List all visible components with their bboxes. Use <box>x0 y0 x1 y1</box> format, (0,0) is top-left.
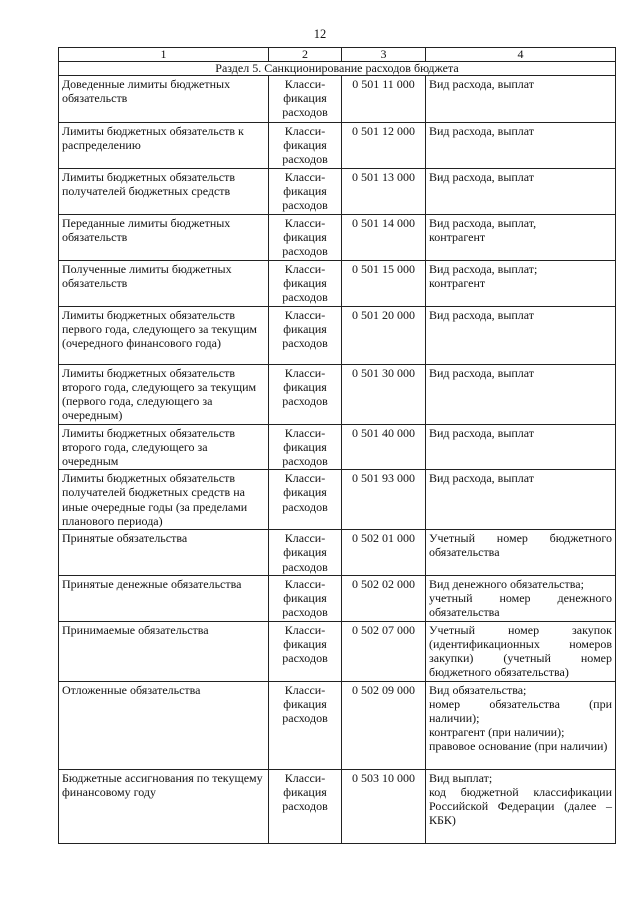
description-line: код бюджетной классификации Российской Федерации (далее – КБК) <box>429 784 612 828</box>
table-row <box>59 214 616 260</box>
classification-line: Класси- <box>284 169 326 184</box>
account-name: Переданные лимиты бюджетных обязательств <box>59 214 269 260</box>
classification-line: фикация <box>283 485 327 500</box>
account-name: Лимиты бюджетных обязательств второго года, следующего за текущим (первого года, следующего за очередным) <box>59 364 269 424</box>
analytics-description <box>426 769 616 843</box>
account-code: 0 501 30 000 <box>342 364 426 424</box>
classification-line: расходов <box>282 244 328 259</box>
classification-line: Класси- <box>284 531 326 546</box>
classification-line: фикация <box>283 138 327 153</box>
classification-line: фикация <box>283 637 327 652</box>
classification-cell <box>269 364 342 424</box>
account-code: 0 501 12 000 <box>342 123 426 169</box>
account-name: Отложенные обязательства <box>59 681 269 769</box>
classification-line: расходов <box>282 105 328 120</box>
account-name: Доведенные лимиты бюджетных обязательств <box>59 76 269 123</box>
classification-line: Класси- <box>284 682 326 697</box>
classification-line: Класси- <box>284 622 326 637</box>
table-row <box>59 769 616 843</box>
classification-line: расходов <box>282 152 328 167</box>
description-line: Вид расхода, выплат <box>429 124 535 138</box>
classification-line: Класси- <box>284 77 326 91</box>
table-row <box>59 168 616 214</box>
classification-line: Класси- <box>284 261 326 276</box>
classification-line: расходов <box>282 454 328 469</box>
analytics-description <box>426 123 616 169</box>
classification-line: фикация <box>283 183 327 198</box>
table-row <box>59 621 616 681</box>
analytics-description <box>426 364 616 424</box>
classification-cell <box>269 470 342 530</box>
classification-line: расходов <box>282 605 328 620</box>
classification-cell <box>269 621 342 681</box>
classification-line: расходов <box>282 799 328 814</box>
description-line: Вид выплат; <box>429 770 493 785</box>
analytics-description <box>426 470 616 530</box>
account-name: Принятые обязательства <box>59 530 269 576</box>
account-code: 0 502 01 000 <box>342 530 426 576</box>
account-name: Принятые денежные обязательства <box>59 575 269 621</box>
classification-cell <box>269 575 342 621</box>
column-number-4: 4 <box>426 48 616 62</box>
section-title: Раздел 5. Санкционирование расходов бюджета <box>59 62 616 76</box>
classification-cell <box>269 424 342 470</box>
description-line: Вид расхода, выплат, <box>429 215 537 230</box>
description-line: Вид расхода, выплат <box>429 365 535 380</box>
column-number-1: 1 <box>59 48 269 62</box>
table-row <box>59 424 616 470</box>
account-name: Лимиты бюджетных обязательств первого года, следующего за текущим (очередного финансового года) <box>59 306 269 364</box>
account-name: Лимиты бюджетных обязательств получателей бюджетных средств на иные очередные годы (за пределами планового периода) <box>59 470 269 530</box>
classification-cell <box>269 168 342 214</box>
account-code: 0 501 11 000 <box>342 76 426 123</box>
account-code: 0 503 10 000 <box>342 769 426 843</box>
classification-line: Класси- <box>284 365 326 380</box>
table-row <box>59 260 616 306</box>
account-code: 0 501 40 000 <box>342 424 426 470</box>
account-code: 0 502 02 000 <box>342 575 426 621</box>
classification-line: расходов <box>282 651 328 666</box>
table-row <box>59 470 616 530</box>
classification-line: фикация <box>283 784 327 799</box>
account-code: 0 501 15 000 <box>342 260 426 306</box>
classification-cell <box>269 260 342 306</box>
classification-cell <box>269 306 342 364</box>
classification-line: расходов <box>282 290 328 305</box>
classification-line: расходов <box>282 394 328 409</box>
page-number: 12 <box>313 27 327 41</box>
classification-cell <box>269 530 342 576</box>
classification-line: фикация <box>283 696 327 711</box>
account-name: Лимиты бюджетных обязательств получателей бюджетных средств <box>59 168 269 214</box>
classification-cell <box>269 76 342 123</box>
classification-line: фикация <box>283 379 327 394</box>
description-line: Учетный номер бюджетного обязательства <box>429 531 612 560</box>
account-name: Бюджетные ассигнования по текущему финансовому году <box>59 769 269 843</box>
classification-line: фикация <box>283 545 327 560</box>
description-line: Вид расхода, выплат <box>429 307 535 322</box>
description-line: контрагент (при наличии); <box>429 725 565 740</box>
analytics-description <box>426 681 616 769</box>
analytics-description <box>426 306 616 364</box>
classification-line: фикация <box>283 275 327 290</box>
budget-accounts-table <box>58 47 616 844</box>
classification-line: расходов <box>282 559 328 574</box>
classification-line: расходов <box>282 499 328 514</box>
classification-line: расходов <box>282 198 328 213</box>
description-line: Вид расхода, выплат <box>429 471 535 486</box>
table-row <box>59 364 616 424</box>
account-code: 0 501 13 000 <box>342 168 426 214</box>
account-code: 0 501 20 000 <box>342 306 426 364</box>
description-line: Вид расхода, выплат <box>429 169 535 184</box>
description-line: учетный номер денежного обязательства <box>429 591 612 620</box>
classification-line: Класси- <box>284 425 326 440</box>
account-name: Лимиты бюджетных обязательств второго года, следующего за очередным <box>59 424 269 470</box>
column-number-row <box>59 48 616 62</box>
classification-cell <box>269 123 342 169</box>
analytics-description <box>426 621 616 681</box>
table-body <box>59 76 616 844</box>
description-line: номер обязательства (при наличии); <box>429 696 612 726</box>
description-line: контрагент <box>429 275 486 290</box>
account-code: 0 501 14 000 <box>342 214 426 260</box>
account-name: Лимиты бюджетных обязательств к распределению <box>59 123 269 169</box>
classification-line: расходов <box>282 711 328 726</box>
analytics-description <box>426 260 616 306</box>
classification-line: фикация <box>283 591 327 606</box>
account-code: 0 502 07 000 <box>342 621 426 681</box>
analytics-description <box>426 214 616 260</box>
description-line: Вид расхода, выплат <box>429 425 535 440</box>
table-row <box>59 306 616 364</box>
classification-line: Класси- <box>284 307 326 322</box>
classification-line: фикация <box>283 321 327 336</box>
analytics-description <box>426 575 616 621</box>
analytics-description <box>426 168 616 214</box>
analytics-description <box>426 76 616 123</box>
table-row <box>59 681 616 769</box>
description-line: Вид денежного обязательства; <box>429 576 584 591</box>
table-row <box>59 575 616 621</box>
classification-line: Класси- <box>284 770 326 785</box>
table-row <box>59 530 616 576</box>
column-number-2: 2 <box>269 48 342 62</box>
classification-line: Класси- <box>284 471 326 486</box>
classification-line: Класси- <box>284 124 326 138</box>
classification-cell <box>269 214 342 260</box>
classification-line: фикация <box>283 229 327 244</box>
description-line: правовое основание (при наличии) <box>429 739 608 754</box>
table-row <box>59 76 616 123</box>
classification-line: фикация <box>283 91 327 106</box>
description-line: Вид расхода, выплат; <box>429 261 538 276</box>
classification-cell <box>269 769 342 843</box>
account-name: Полученные лимиты бюджетных обязательств <box>59 260 269 306</box>
account-code: 0 501 93 000 <box>342 470 426 530</box>
analytics-description <box>426 530 616 576</box>
description-line: Учетный номер закупок (идентификационных номеров закупки) (учетный номер бюджетного обязательства) <box>429 622 612 680</box>
table-row <box>59 123 616 169</box>
analytics-description <box>426 424 616 470</box>
classification-line: Класси- <box>284 215 326 230</box>
section-row <box>59 62 616 76</box>
description-line: Вид расхода, выплат <box>429 77 535 91</box>
classification-line: Класси- <box>284 576 326 591</box>
account-name: Принимаемые обязательства <box>59 621 269 681</box>
classification-cell <box>269 681 342 769</box>
description-line: Вид обязательства; <box>429 682 527 697</box>
classification-line: расходов <box>282 336 328 351</box>
account-code: 0 502 09 000 <box>342 681 426 769</box>
description-line: контрагент <box>429 229 486 244</box>
classification-line: фикация <box>283 439 327 454</box>
column-number-3: 3 <box>342 48 426 62</box>
